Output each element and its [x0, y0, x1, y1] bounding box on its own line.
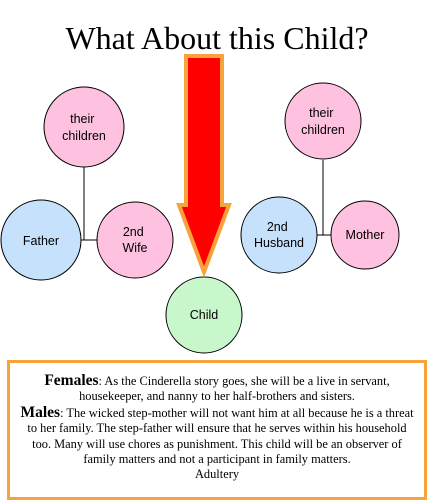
males-text: : The wicked step-mother will not want him at all because he is a threat to her family. The step-father will ensure that he serves within his household too. Many will use chores as punishment. This child will be an observer of family matters and not a participant in family matters. — [27, 405, 414, 467]
down-arrow-icon — [179, 56, 229, 272]
node-second-wife — [97, 202, 173, 278]
females-paragraph — [18, 373, 416, 405]
explanation-box — [7, 360, 427, 500]
node-right-children — [285, 83, 361, 159]
males-heading: Males — [20, 403, 61, 421]
node-second-husband-label: 2nd Husband — [253, 220, 305, 250]
males-paragraph — [18, 405, 416, 468]
node-father-label: Father — [22, 234, 60, 248]
node-mother-label: Mother — [345, 228, 385, 242]
node-left-children-label: their children — [62, 112, 106, 143]
females-text: : As the Cinderella story goes, she will be a live in servant, housekeeper, and nanny to her half-brothers and sisters. — [79, 374, 390, 404]
footer-text: Adultery — [194, 467, 240, 482]
node-child-label: Child — [189, 308, 219, 322]
females-heading: Females — [44, 372, 99, 389]
node-second-husband — [241, 197, 317, 273]
node-left-children — [44, 87, 124, 167]
page-title: What About this Child? — [65, 20, 369, 56]
node-second-wife-label: 2nd Wife — [122, 225, 148, 255]
node-right-children-label: their children — [301, 106, 345, 137]
